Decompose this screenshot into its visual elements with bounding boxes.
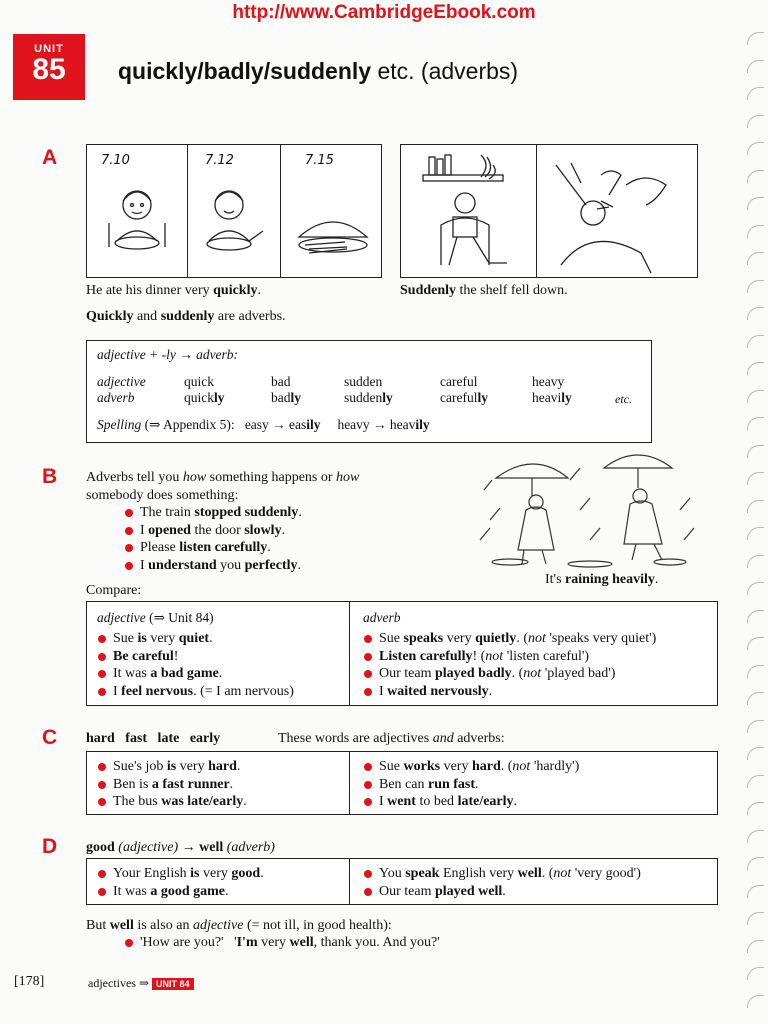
list-item: I waited nervously. [363, 683, 656, 701]
cross-reference[interactable]: adjectives ⇒ UNIT 84 [88, 976, 194, 991]
list-item: Your English is very good. [97, 865, 264, 883]
list-item: Sue speaks very quietly. (not 'speaks very quiet') [363, 630, 656, 648]
column-header-adjective: adjective (⇒ Unit 84) [97, 610, 214, 625]
ly-rule: adjective + -ly → adverb: [97, 347, 239, 362]
adjective-word: sudden [344, 374, 383, 389]
row-label-adjective: adjective [97, 374, 146, 389]
spiral-ring [747, 170, 764, 183]
page-number: [178] [14, 974, 45, 989]
list-item: You speak English very well. (not 'very good') [363, 865, 641, 883]
adverb-word: quickly [184, 390, 225, 405]
caption-dinner: He ate his dinner very quickly. [86, 283, 261, 298]
section-c-letter: C [42, 726, 58, 749]
list-item: Be careful! [97, 648, 294, 666]
spiral-ring [747, 115, 764, 128]
section-d-letter: D [42, 835, 58, 858]
spiral-ring [747, 995, 764, 1008]
adverb-examples [363, 758, 579, 811]
source-url[interactable]: http://www.CambridgeEbook.com [232, 2, 536, 23]
words-description: These words are adjectives and adverbs: [278, 731, 505, 746]
adverbs-intro: Adverbs tell you how something happens or how somebody does something: [86, 470, 360, 503]
list-item: 'How are you?' 'I'm very well, thank you. And you?' [124, 934, 440, 952]
spiral-ring [747, 32, 764, 45]
adjective-word: quick [184, 374, 214, 389]
adjective-word: heavy [532, 374, 565, 389]
adverb-examples [124, 504, 302, 574]
well-dialog [124, 934, 440, 952]
spiral-ring [747, 142, 764, 155]
spiral-ring [747, 775, 764, 788]
list-item: I went to bed late/early. [363, 793, 579, 811]
spiral-ring [747, 390, 764, 403]
spiral-ring [747, 252, 764, 265]
spiral-ring [747, 720, 764, 733]
spiral-ring [747, 87, 764, 100]
time-label: 7.15 [305, 153, 334, 168]
list-item: Listen carefully! (not 'listen careful') [363, 648, 656, 666]
shelf-illustration [400, 144, 698, 278]
adverb-word: carefully [440, 390, 488, 405]
list-item: The train stopped suddenly. [124, 504, 302, 522]
rain-illustration [470, 450, 702, 572]
list-item: It was a good game. [97, 883, 264, 901]
dinner-illustration [86, 144, 382, 278]
hard-fast-table [86, 751, 718, 815]
page-title: quickly/badly/suddenly etc. (adverbs) [118, 58, 519, 84]
spiral-ring [747, 692, 764, 705]
list-item: Ben is a fast runner. [97, 776, 247, 794]
list-item: Sue is very quiet. [97, 630, 294, 648]
list-item: Ben can run fast. [363, 776, 579, 794]
unit-number: 85 [32, 53, 66, 86]
adjective-examples [97, 630, 294, 700]
spiral-ring [747, 445, 764, 458]
words-list: hard fast late early [86, 731, 221, 746]
good-well-table [86, 858, 718, 905]
list-item: I opened the door slowly. [124, 522, 302, 540]
spiral-ring [747, 747, 764, 760]
unit-84-tag[interactable]: UNIT 84 [152, 978, 194, 990]
good-well-heading: good (adjective) → well (adverb) [86, 840, 275, 855]
spiral-ring [747, 582, 764, 595]
spiral-ring [747, 802, 764, 815]
adjective-word: careful [440, 374, 478, 389]
spiral-ring [747, 225, 764, 238]
adverb-examples [363, 865, 641, 900]
spiral-binding [738, 0, 768, 1024]
compare-table [86, 601, 718, 706]
list-item: Sue works very hard. (not 'hardly') [363, 758, 579, 776]
spiral-ring [747, 555, 764, 568]
unit-label: UNIT [34, 43, 64, 55]
spiral-ring [747, 472, 764, 485]
spiral-ring [747, 857, 764, 870]
spiral-ring [747, 912, 764, 925]
column-header-adverb: adverb [363, 610, 401, 625]
adjective-examples [97, 865, 264, 900]
spiral-ring [747, 885, 764, 898]
spiral-ring [747, 940, 764, 953]
compare-label: Compare: [86, 583, 142, 598]
adverb-word: badly [271, 390, 302, 405]
spelling-note: Spelling (⇒ Appendix 5): easy → easily heavy → heavily [97, 417, 430, 432]
spiral-ring [747, 335, 764, 348]
spiral-ring [747, 527, 764, 540]
list-item: Our team played well. [363, 883, 641, 901]
spiral-ring [747, 665, 764, 678]
adjective-word: bad [271, 374, 291, 389]
spiral-ring [747, 637, 764, 650]
spiral-ring [747, 197, 764, 210]
spiral-ring [747, 417, 764, 430]
spiral-ring [747, 610, 764, 623]
list-item: I understand you perfectly. [124, 557, 302, 575]
well-adjective-note: But well is also an adjective (= not ill, in good health): [86, 918, 392, 933]
list-item: The bus was late/early. [97, 793, 247, 811]
adverb-word: suddenly [344, 390, 393, 405]
section-b-letter: B [42, 465, 58, 488]
list-item: I feel nervous. (= I am nervous) [97, 683, 294, 701]
adverbs-statement: Quickly and suddenly are adverbs. [86, 309, 286, 324]
adjective-examples [97, 758, 247, 811]
dinner-drawing [87, 145, 381, 277]
spiral-ring [747, 362, 764, 375]
adverb-word: heavily [532, 390, 572, 405]
spiral-ring [747, 280, 764, 293]
caption-shelf: Suddenly the shelf fell down. [400, 283, 568, 298]
spiral-ring [747, 60, 764, 73]
list-item: Sue's job is very hard. [97, 758, 247, 776]
section-a-letter: A [42, 146, 58, 169]
ly-rule-box [86, 340, 652, 443]
spiral-ring [747, 830, 764, 843]
row-label-adverb: adverb [97, 390, 135, 405]
spiral-ring [747, 500, 764, 513]
list-item: It was a bad game. [97, 665, 294, 683]
adverb-examples-compare [363, 630, 656, 700]
time-label: 7.12 [205, 153, 234, 168]
spiral-ring [747, 967, 764, 980]
shelf-drawing [401, 145, 697, 277]
unit-badge [13, 34, 85, 100]
time-label: 7.10 [101, 153, 130, 168]
spiral-ring [747, 307, 764, 320]
list-item: Our team played badly. (not 'played bad') [363, 665, 656, 683]
etc-label: etc. [615, 392, 632, 406]
list-item: Please listen carefully. [124, 539, 302, 557]
rain-caption: It's raining heavily. [545, 572, 659, 587]
